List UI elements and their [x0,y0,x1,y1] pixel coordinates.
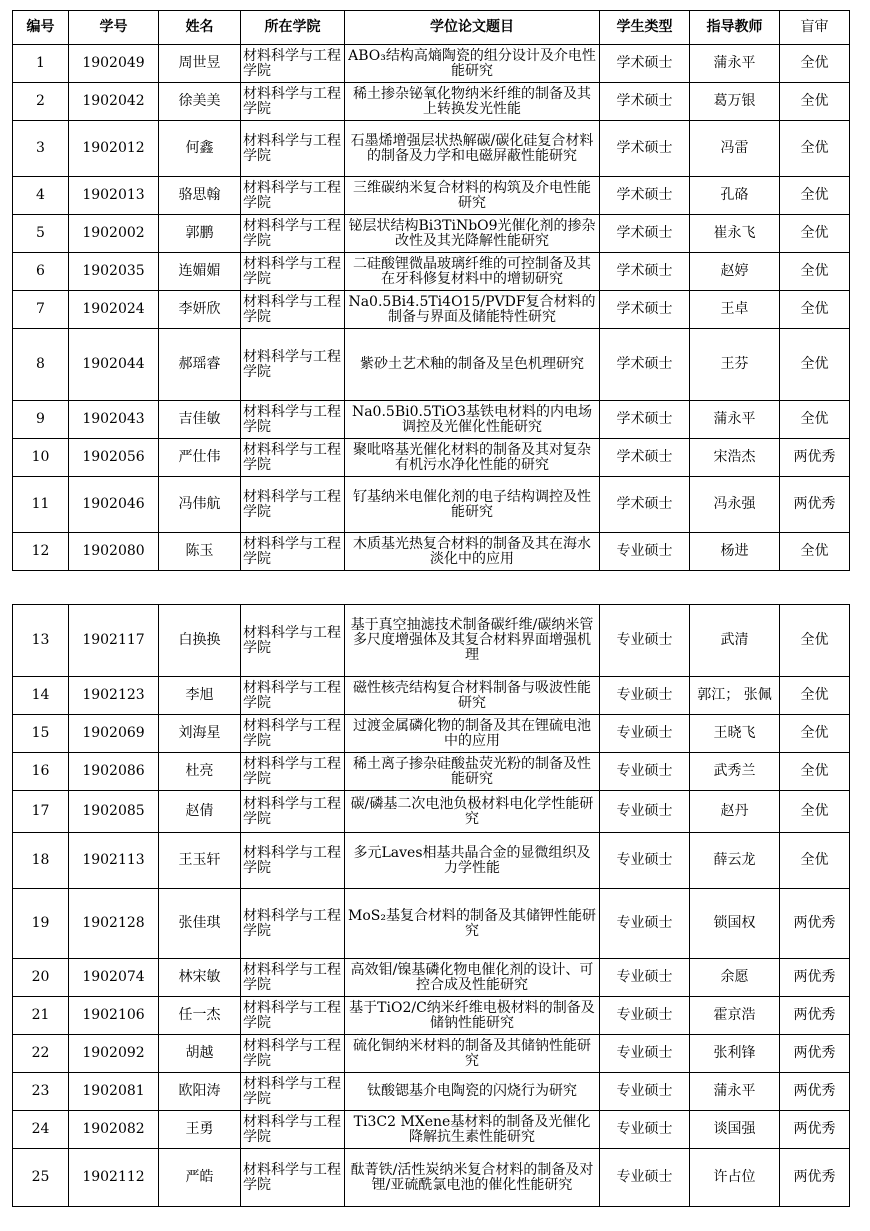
student-id: 1902049 [69,45,159,83]
student-type: 学术硕士 [600,439,690,477]
thesis-title: 多元Laves相基共晶合金的显微组织及力学性能 [345,833,600,889]
student-name: 胡越 [159,1035,241,1073]
header-student-id: 学号 [69,11,159,45]
thesis-title: 酞菁铁/活性炭纳米复合材料的制备及对锂/亚硫酰氯电池的催化性能研究 [345,1149,600,1207]
review-result: 全优 [780,291,850,329]
review-result: 两优秀 [780,477,850,533]
header-thesis-title: 学位论文题目 [345,11,600,45]
student-name: 李妍欣 [159,291,241,329]
review-result: 全优 [780,605,850,677]
table-row [13,1111,850,1149]
student-type: 学术硕士 [600,177,690,215]
review-result: 全优 [780,45,850,83]
advisor: 蒲永平 [690,401,780,439]
student-type: 专业硕士 [600,1111,690,1149]
advisor: 武清 [690,605,780,677]
header-name: 姓名 [159,11,241,45]
advisor: 王芬 [690,329,780,401]
college: 材料科学与工程学院 [241,45,345,83]
student-name: 连媚媚 [159,253,241,291]
student-name: 欧阳涛 [159,1073,241,1111]
row-number: 8 [13,329,69,401]
student-name: 吉佳敏 [159,401,241,439]
thesis-table-top [12,10,850,571]
student-name: 郭鹏 [159,215,241,253]
row-number: 13 [13,605,69,677]
college: 材料科学与工程学院 [241,477,345,533]
header-no: 编号 [13,11,69,45]
row-number: 6 [13,253,69,291]
student-id: 1902117 [69,605,159,677]
student-type: 学术硕士 [600,401,690,439]
student-type: 学术硕士 [600,329,690,401]
review-result: 全优 [780,253,850,291]
advisor: 余愿 [690,959,780,997]
thesis-title: 三维碳纳米复合材料的构筑及介电性能研究 [345,177,600,215]
thesis-table-bottom [12,604,850,1207]
college: 材料科学与工程学院 [241,715,345,753]
review-result: 全优 [780,121,850,177]
college: 材料科学与工程学院 [241,291,345,329]
student-id: 1902082 [69,1111,159,1149]
table-row [13,83,850,121]
review-result: 全优 [780,177,850,215]
student-name: 王玉轩 [159,833,241,889]
student-id: 1902106 [69,997,159,1035]
advisor: 谈国强 [690,1111,780,1149]
student-name: 陈玉 [159,533,241,571]
student-type: 学术硕士 [600,121,690,177]
student-type: 学术硕士 [600,253,690,291]
thesis-title: 聚吡咯基光催化材料的制备及其对复杂有机污水净化性能的研究 [345,439,600,477]
row-number: 9 [13,401,69,439]
header-college: 所在学院 [241,11,345,45]
student-name: 徐美美 [159,83,241,121]
college: 材料科学与工程学院 [241,605,345,677]
student-type: 专业硕士 [600,889,690,959]
thesis-title: 过渡金属磷化物的制备及其在锂硫电池中的应用 [345,715,600,753]
row-number: 5 [13,215,69,253]
row-number: 4 [13,177,69,215]
review-result: 全优 [780,533,850,571]
student-id: 1902002 [69,215,159,253]
thesis-title: MoS₂基复合材料的制备及其储钾性能研究 [345,889,600,959]
thesis-title: Na0.5Bi0.5TiO3基铁电材料的内电场调控及光催化性能研究 [345,401,600,439]
student-type: 学术硕士 [600,45,690,83]
advisor: 许占位 [690,1149,780,1207]
advisor: 冯雷 [690,121,780,177]
thesis-title: 钌基纳米电催化剂的电子结构调控及性能研究 [345,477,600,533]
student-name: 何鑫 [159,121,241,177]
table-row [13,677,850,715]
header-row [13,11,850,45]
advisor: 王晓飞 [690,715,780,753]
student-id: 1902112 [69,1149,159,1207]
advisor: 冯永强 [690,477,780,533]
student-id: 1902092 [69,1035,159,1073]
student-id: 1902013 [69,177,159,215]
table-row [13,177,850,215]
student-name: 冯伟航 [159,477,241,533]
header-student-type: 学生类型 [600,11,690,45]
student-id: 1902042 [69,83,159,121]
advisor: 王卓 [690,291,780,329]
thesis-title: 铋层状结构Bi3TiNbO9光催化剂的掺杂改性及其光降解性能研究 [345,215,600,253]
student-id: 1902086 [69,753,159,791]
student-type: 专业硕士 [600,1073,690,1111]
row-number: 3 [13,121,69,177]
table-row [13,889,850,959]
thesis-title: 钛酸锶基介电陶瓷的闪烧行为研究 [345,1073,600,1111]
table-row [13,253,850,291]
thesis-title: ABO₃结构高熵陶瓷的组分设计及介电性能研究 [345,45,600,83]
table-row [13,45,850,83]
advisor: 杨进 [690,533,780,571]
row-number: 1 [13,45,69,83]
college: 材料科学与工程学院 [241,121,345,177]
table-row [13,121,850,177]
student-type: 专业硕士 [600,833,690,889]
student-id: 1902024 [69,291,159,329]
student-type: 专业硕士 [600,791,690,833]
row-number: 2 [13,83,69,121]
student-id: 1902035 [69,253,159,291]
table-row [13,1073,850,1111]
student-name: 张佳琪 [159,889,241,959]
student-id: 1902128 [69,889,159,959]
header-advisor: 指导教师 [690,11,780,45]
student-id: 1902043 [69,401,159,439]
review-result: 两优秀 [780,959,850,997]
student-name: 林宋敏 [159,959,241,997]
advisor: 霍京浩 [690,997,780,1035]
student-type: 学术硕士 [600,83,690,121]
thesis-title: 稀土离子掺杂硅酸盐荧光粉的制备及性能研究 [345,753,600,791]
student-id: 1902012 [69,121,159,177]
student-type: 专业硕士 [600,605,690,677]
student-id: 1902044 [69,329,159,401]
row-number: 25 [13,1149,69,1207]
thesis-title: 二硅酸锂微晶玻璃纤维的可控制备及其在牙科修复材料中的增韧研究 [345,253,600,291]
student-type: 专业硕士 [600,715,690,753]
student-name: 杜亮 [159,753,241,791]
college: 材料科学与工程学院 [241,791,345,833]
table-row [13,215,850,253]
student-name: 严皓 [159,1149,241,1207]
table-row [13,329,850,401]
college: 材料科学与工程学院 [241,677,345,715]
row-number: 21 [13,997,69,1035]
student-type: 专业硕士 [600,753,690,791]
row-number: 12 [13,533,69,571]
student-id: 1902085 [69,791,159,833]
review-result: 全优 [780,833,850,889]
table-row [13,1149,850,1207]
header-blind-review: 盲审 [780,11,850,45]
college: 材料科学与工程学院 [241,329,345,401]
thesis-title: 石墨烯增强层状热解碳/碳化硅复合材料的制备及力学和电磁屏蔽性能研究 [345,121,600,177]
advisor: 蒲永平 [690,45,780,83]
review-result: 全优 [780,329,850,401]
college: 材料科学与工程学院 [241,83,345,121]
thesis-title: 硫化铜纳米材料的制备及其储钠性能研究 [345,1035,600,1073]
review-result: 全优 [780,83,850,121]
row-number: 10 [13,439,69,477]
table-row [13,401,850,439]
student-name: 任一杰 [159,997,241,1035]
student-id: 1902080 [69,533,159,571]
college: 材料科学与工程学院 [241,253,345,291]
student-name: 刘海星 [159,715,241,753]
table-row [13,753,850,791]
thesis-title: 基于真空抽滤技术制备碳纤维/碳纳米管多尺度增强体及其复合材料界面增强机理 [345,605,600,677]
student-type: 学术硕士 [600,291,690,329]
advisor: 武秀兰 [690,753,780,791]
row-number: 16 [13,753,69,791]
student-name: 周世昱 [159,45,241,83]
review-result: 全优 [780,215,850,253]
student-name: 严仕伟 [159,439,241,477]
advisor: 蒲永平 [690,1073,780,1111]
college: 材料科学与工程学院 [241,177,345,215]
table-row [13,477,850,533]
review-result: 全优 [780,401,850,439]
college: 材料科学与工程学院 [241,997,345,1035]
review-result: 两优秀 [780,1111,850,1149]
table-row [13,791,850,833]
student-id: 1902123 [69,677,159,715]
advisor: 崔永飞 [690,215,780,253]
thesis-title: Ti3C2 MXene基材料的制备及光催化降解抗生素性能研究 [345,1111,600,1149]
student-type: 专业硕士 [600,1035,690,1073]
table-row [13,605,850,677]
student-type: 专业硕士 [600,533,690,571]
student-name: 白换换 [159,605,241,677]
advisor: 赵婷 [690,253,780,291]
review-result: 两优秀 [780,439,850,477]
advisor: 葛万银 [690,83,780,121]
thesis-title: 高效钼/镍基磷化物电催化剂的设计、可控合成及性能研究 [345,959,600,997]
row-number: 22 [13,1035,69,1073]
thesis-title: 木质基光热复合材料的制备及其在海水淡化中的应用 [345,533,600,571]
advisor: 宋浩杰 [690,439,780,477]
review-result: 两优秀 [780,1149,850,1207]
student-id: 1902046 [69,477,159,533]
table-row [13,959,850,997]
student-id: 1902113 [69,833,159,889]
table-row [13,439,850,477]
thesis-title: 碳/磷基二次电池负极材料电化学性能研究 [345,791,600,833]
college: 材料科学与工程学院 [241,1111,345,1149]
review-result: 两优秀 [780,1035,850,1073]
college: 材料科学与工程学院 [241,215,345,253]
student-name: 王勇 [159,1111,241,1149]
student-name: 郝瑶睿 [159,329,241,401]
advisor: 赵丹 [690,791,780,833]
table-row [13,997,850,1035]
review-result: 全优 [780,791,850,833]
student-type: 专业硕士 [600,1149,690,1207]
college: 材料科学与工程学院 [241,1035,345,1073]
thesis-title: 基于TiO2/C纳米纤维电极材料的制备及储钠性能研究 [345,997,600,1035]
college: 材料科学与工程学院 [241,401,345,439]
advisor: 薛云龙 [690,833,780,889]
student-id: 1902074 [69,959,159,997]
thesis-title: 稀土掺杂铋氧化物纳米纤维的制备及其上转换发光性能 [345,83,600,121]
student-type: 专业硕士 [600,959,690,997]
college: 材料科学与工程学院 [241,833,345,889]
thesis-title: 紫砂土艺术釉的制备及呈色机理研究 [345,329,600,401]
row-number: 18 [13,833,69,889]
college: 材料科学与工程学院 [241,753,345,791]
college: 材料科学与工程学院 [241,1149,345,1207]
table-row [13,1035,850,1073]
row-number: 23 [13,1073,69,1111]
college: 材料科学与工程学院 [241,1073,345,1111]
advisor: 郭江； 张佩 [690,677,780,715]
row-number: 15 [13,715,69,753]
table-row [13,715,850,753]
student-id: 1902056 [69,439,159,477]
thesis-title: Na0.5Bi4.5Ti4O15/PVDF复合材料的制备与界面及储能特性研究 [345,291,600,329]
advisor: 锁国权 [690,889,780,959]
row-number: 17 [13,791,69,833]
table-row [13,533,850,571]
review-result: 两优秀 [780,997,850,1035]
student-type: 学术硕士 [600,477,690,533]
student-type: 专业硕士 [600,997,690,1035]
student-type: 专业硕士 [600,677,690,715]
student-name: 骆思翰 [159,177,241,215]
review-result: 两优秀 [780,889,850,959]
student-type: 学术硕士 [600,215,690,253]
row-number: 7 [13,291,69,329]
college: 材料科学与工程学院 [241,533,345,571]
student-id: 1902081 [69,1073,159,1111]
advisor: 张利锋 [690,1035,780,1073]
student-name: 赵倩 [159,791,241,833]
college: 材料科学与工程学院 [241,959,345,997]
advisor: 孔硌 [690,177,780,215]
college: 材料科学与工程学院 [241,439,345,477]
review-result: 全优 [780,677,850,715]
college: 材料科学与工程学院 [241,889,345,959]
row-number: 14 [13,677,69,715]
review-result: 两优秀 [780,1073,850,1111]
student-name: 李旭 [159,677,241,715]
row-number: 20 [13,959,69,997]
table-row [13,291,850,329]
table-row [13,833,850,889]
thesis-title: 磁性核壳结构复合材料制备与吸波性能研究 [345,677,600,715]
review-result: 全优 [780,753,850,791]
row-number: 24 [13,1111,69,1149]
review-result: 全优 [780,715,850,753]
row-number: 19 [13,889,69,959]
row-number: 11 [13,477,69,533]
student-id: 1902069 [69,715,159,753]
